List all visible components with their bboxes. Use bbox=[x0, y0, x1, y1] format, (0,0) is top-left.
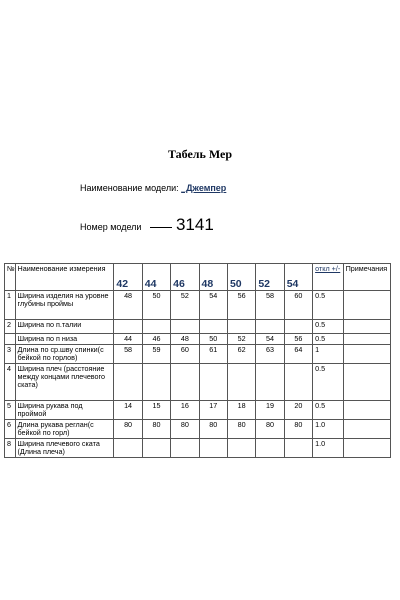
table-row bbox=[5, 439, 391, 458]
size-value bbox=[171, 439, 199, 458]
tolerance-value: 1.0 bbox=[313, 420, 344, 439]
size-value: 46 bbox=[142, 334, 170, 345]
size-value: 44 bbox=[114, 334, 142, 345]
note-cell bbox=[343, 345, 390, 364]
note-cell bbox=[343, 291, 390, 320]
size-value bbox=[227, 320, 255, 334]
header-name: Наименование измерения bbox=[15, 264, 114, 291]
size-value bbox=[199, 320, 227, 334]
model-name-line bbox=[80, 183, 226, 193]
row-name: Ширина рукава под проймой bbox=[15, 401, 114, 420]
size-value: 48 bbox=[171, 334, 199, 345]
size-value: 14 bbox=[114, 401, 142, 420]
row-number: 5 bbox=[5, 401, 16, 420]
row-number bbox=[5, 334, 16, 345]
size-value bbox=[142, 364, 170, 401]
tolerance-value: 0.5 bbox=[313, 401, 344, 420]
size-value bbox=[256, 364, 284, 401]
row-name: Длина рукава реглан(с бейкой по горл) bbox=[15, 420, 114, 439]
row-name: Ширина изделия на уровне глубины проймы bbox=[15, 291, 114, 320]
row-name: Ширина по п.талии bbox=[15, 320, 114, 334]
size-value: 62 bbox=[227, 345, 255, 364]
size-value: 17 bbox=[199, 401, 227, 420]
header-note: Примечания bbox=[343, 264, 390, 291]
size-value: 80 bbox=[142, 420, 170, 439]
header-size: 48 bbox=[199, 264, 227, 291]
tolerance-value: 1 bbox=[313, 345, 344, 364]
row-name: Ширина плечевого ската (Длина плеча) bbox=[15, 439, 114, 458]
size-value: 52 bbox=[171, 291, 199, 320]
size-value: 80 bbox=[199, 420, 227, 439]
size-value: 80 bbox=[114, 420, 142, 439]
table-row bbox=[5, 334, 391, 345]
size-value bbox=[114, 320, 142, 334]
size-value: 60 bbox=[171, 345, 199, 364]
row-number: 6 bbox=[5, 420, 16, 439]
table-row bbox=[5, 320, 391, 334]
tolerance-value: 0.5 bbox=[313, 334, 344, 345]
note-cell bbox=[343, 439, 390, 458]
row-number: 4 bbox=[5, 364, 16, 401]
size-value bbox=[284, 364, 312, 401]
model-number-underline bbox=[150, 227, 172, 228]
size-value bbox=[256, 320, 284, 334]
model-number-value: 3141 bbox=[175, 215, 214, 234]
size-value bbox=[171, 320, 199, 334]
size-value: 54 bbox=[199, 291, 227, 320]
row-number: 2 bbox=[5, 320, 16, 334]
tolerance-value: 0.5 bbox=[313, 320, 344, 334]
size-value: 56 bbox=[284, 334, 312, 345]
size-value: 60 bbox=[284, 291, 312, 320]
size-value bbox=[114, 364, 142, 401]
table-row bbox=[5, 420, 391, 439]
model-name-value: _Джемпер bbox=[181, 183, 227, 193]
header-no: № bbox=[5, 264, 16, 291]
size-value bbox=[171, 364, 199, 401]
table-row bbox=[5, 345, 391, 364]
size-value: 54 bbox=[256, 334, 284, 345]
row-number: 8 bbox=[5, 439, 16, 458]
size-value: 58 bbox=[114, 345, 142, 364]
table-header-row bbox=[5, 264, 391, 291]
size-value: 64 bbox=[284, 345, 312, 364]
size-value: 16 bbox=[171, 401, 199, 420]
model-name-label: Наименование модели: bbox=[80, 183, 179, 193]
row-name: Ширина по п низа bbox=[15, 334, 114, 345]
size-value: 63 bbox=[256, 345, 284, 364]
row-name: Ширина плеч (расстояние между концами плечевого ската) bbox=[15, 364, 114, 401]
size-value: 20 bbox=[284, 401, 312, 420]
size-value: 56 bbox=[227, 291, 255, 320]
size-value: 18 bbox=[227, 401, 255, 420]
size-value bbox=[142, 320, 170, 334]
size-value bbox=[199, 364, 227, 401]
header-size: 50 bbox=[227, 264, 255, 291]
row-number: 3 bbox=[5, 345, 16, 364]
size-value: 80 bbox=[256, 420, 284, 439]
table-row bbox=[5, 401, 391, 420]
size-value bbox=[256, 439, 284, 458]
header-size: 54 bbox=[284, 264, 312, 291]
header-size: 46 bbox=[171, 264, 199, 291]
model-number-line bbox=[80, 215, 214, 235]
size-value bbox=[284, 320, 312, 334]
size-value bbox=[284, 439, 312, 458]
header-tolerance: откл +/- bbox=[313, 264, 344, 291]
header-size: 44 bbox=[142, 264, 170, 291]
model-number-label: Номер модели bbox=[80, 222, 142, 232]
size-value: 59 bbox=[142, 345, 170, 364]
size-value bbox=[227, 439, 255, 458]
size-value: 19 bbox=[256, 401, 284, 420]
size-value: 15 bbox=[142, 401, 170, 420]
tolerance-value: 0.5 bbox=[313, 364, 344, 401]
row-number: 1 bbox=[5, 291, 16, 320]
size-value: 52 bbox=[227, 334, 255, 345]
tolerance-value: 1.0 bbox=[313, 439, 344, 458]
size-value: 58 bbox=[256, 291, 284, 320]
size-value: 50 bbox=[199, 334, 227, 345]
note-cell bbox=[343, 420, 390, 439]
measurements-table bbox=[4, 263, 391, 458]
header-size: 52 bbox=[256, 264, 284, 291]
size-value: 61 bbox=[199, 345, 227, 364]
note-cell bbox=[343, 320, 390, 334]
page-title: Табель Мер bbox=[167, 147, 233, 161]
size-value bbox=[114, 439, 142, 458]
size-value bbox=[227, 364, 255, 401]
note-cell bbox=[343, 334, 390, 345]
size-value: 48 bbox=[114, 291, 142, 320]
table-row bbox=[5, 364, 391, 401]
tolerance-value: 0.5 bbox=[313, 291, 344, 320]
note-cell bbox=[343, 401, 390, 420]
size-value: 50 bbox=[142, 291, 170, 320]
row-name: Длина по ср.шву спинки(с бейкой по горлов) bbox=[15, 345, 114, 364]
size-value bbox=[142, 439, 170, 458]
note-cell bbox=[343, 364, 390, 401]
size-value: 80 bbox=[171, 420, 199, 439]
size-value: 80 bbox=[227, 420, 255, 439]
size-value bbox=[199, 439, 227, 458]
size-value: 80 bbox=[284, 420, 312, 439]
table-row bbox=[5, 291, 391, 320]
header-size: 42 bbox=[114, 264, 142, 291]
